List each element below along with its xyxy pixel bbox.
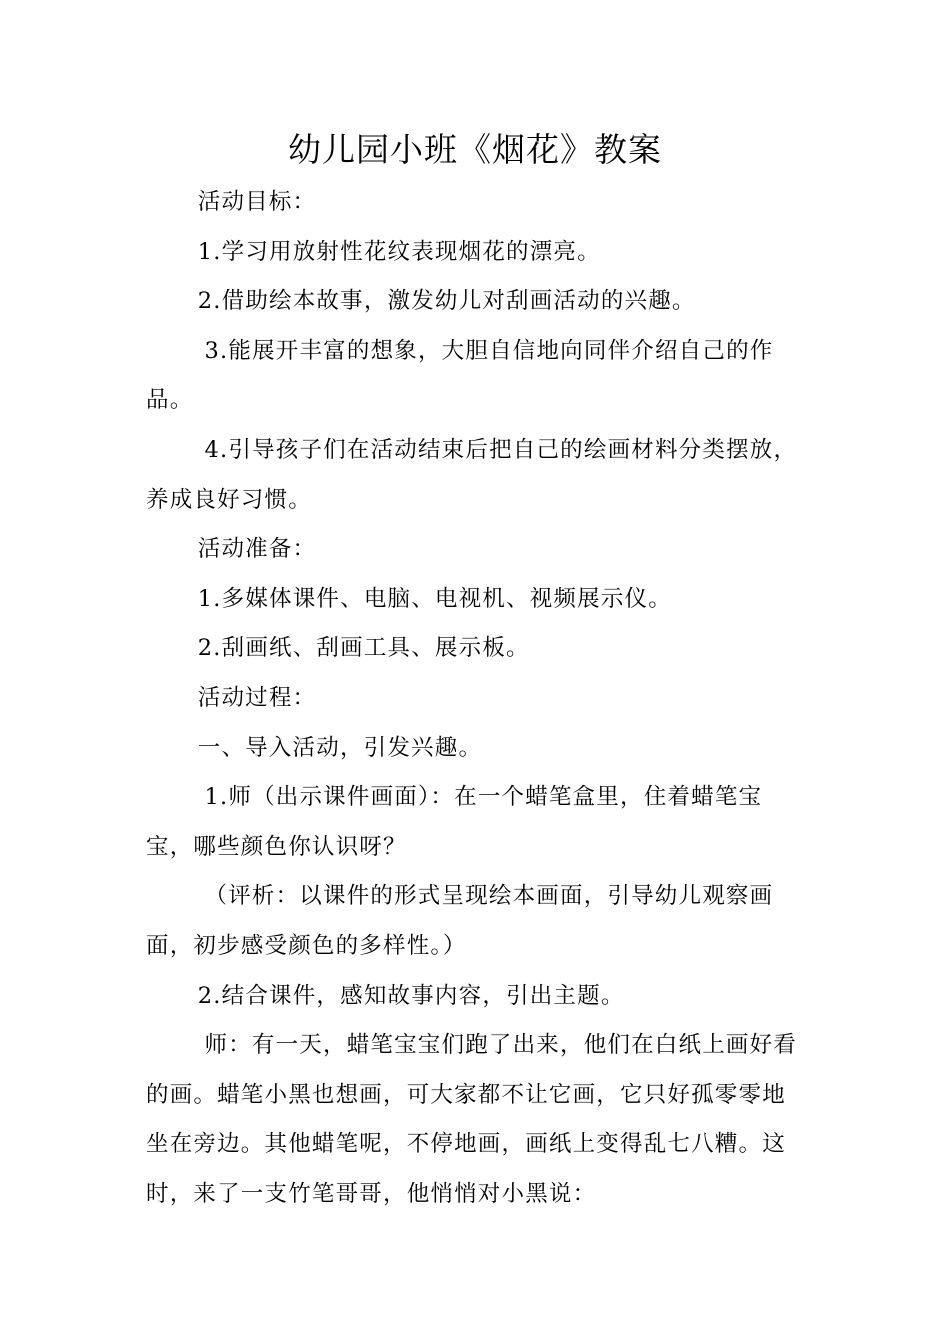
- paragraph: 2.借助绘本故事，激发幼儿对刮画活动的兴趣。: [197, 288, 696, 315]
- paragraph: （评析：以课件的形式呈现绘本画面，引导幼儿观察画面，初步感受颜色的多样性。）: [146, 883, 774, 959]
- section-heading-goals: 活动目标：: [197, 189, 317, 215]
- paragraph: 师：有一天，蜡笔宝宝们跑了出来，他们在白纸上画好看的画。蜡笔小黑也想画，可大家都不让它画，它只好孤零零地坐在旁边。其他蜡笔呢，不停地画，画纸上变得乱七八糟。这时，来了一支竹笔哥哥，他悄悄对小黑说：: [146, 1032, 798, 1207]
- paragraph: 2.刮画纸、刮画工具、展示板。: [197, 635, 530, 662]
- paragraph: 2.结合课件，感知故事内容，引出主题。: [197, 982, 625, 1009]
- section-heading-process: 活动过程：: [197, 684, 317, 711]
- section-heading-preparation: 活动准备：: [197, 536, 317, 563]
- paragraph: 3.能展开丰富的想象，大胆自信地向同伴介绍自己的作品。: [146, 337, 774, 414]
- paragraph: 4.引导孩子们在活动结束后把自己的绘画材料分类摆放，养成良好习惯。: [146, 436, 798, 513]
- paragraph: 一、导入活动，引发兴趣。: [197, 734, 483, 761]
- document-title: 幼儿园小班《烟花》教案: [288, 130, 662, 169]
- paragraph: 1.师（出示课件画面）：在一个蜡笔盒里，住着蜡笔宝宝，哪些颜色你认识呀？: [146, 784, 763, 860]
- paragraph: 1.多媒体课件、电脑、电视机、视频展示仪。: [197, 585, 672, 612]
- paragraph: 1.学习用放射性花纹表现烟花的漂亮。: [197, 238, 601, 265]
- document-body: [146, 178, 806, 1219]
